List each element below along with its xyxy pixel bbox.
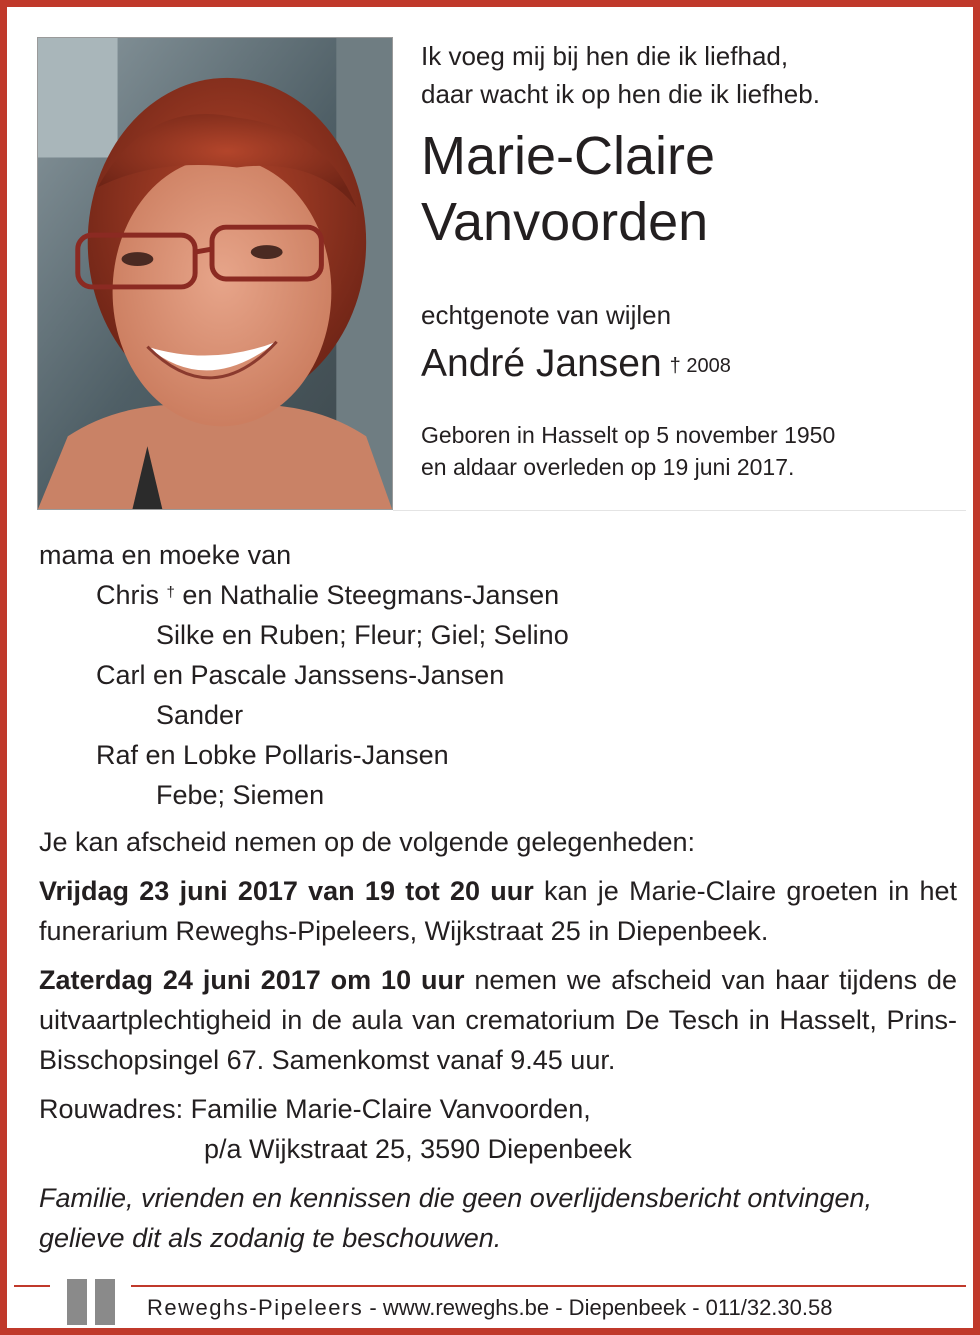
child-1-rest: en Nathalie Steegmans-Jansen	[174, 580, 560, 610]
saturday-details: nemen we afscheid van haar tijdens de uitvaartplechtigheid in de aula van crematorium De Tesch in Hasselt, Prins-Bisschopsingel 67. Samenkomst vanaf 9.45 uur.	[39, 965, 957, 1075]
mourning-address	[39, 1089, 957, 1169]
funeral-home-logo-icon	[65, 1277, 121, 1327]
footer	[147, 1294, 962, 1322]
footer-rule-right	[131, 1285, 966, 1287]
family-grandchildren-3: Febe; Siemen	[156, 780, 325, 810]
footer-brand: Reweghs-Pipeleers	[147, 1295, 364, 1320]
birth-line: Geboren in Hasselt op 5 november 1950	[421, 422, 836, 448]
poem-line-2: daar wacht ik op hen die ik liefheb.	[421, 79, 820, 109]
child-1-death-mark: †	[166, 584, 175, 601]
spouse-intro: echtgenote van wijlen	[421, 300, 672, 330]
friday-time: Vrijdag 23 juni 2017 van 19 tot 20 uur	[39, 876, 534, 906]
family-grandchildren-1: Silke en Ruben; Fleur; Giel; Selino	[156, 620, 569, 650]
footer-details: www.reweghs.be - Diepenbeek - 011/32.30.58	[382, 1295, 833, 1320]
address-line-2: p/a Wijkstraat 25, 3590 Diepenbeek	[204, 1134, 632, 1164]
portrait-image	[38, 38, 392, 509]
poem	[421, 37, 961, 113]
notice-line-1: Familie, vrienden en kennissen die geen overlijdensbericht ontvingen,	[39, 1183, 873, 1213]
first-name: Marie-Claire	[421, 126, 716, 186]
life-dates	[421, 419, 961, 483]
address-line-1: Rouwadres: Familie Marie-Claire Vanvoorden,	[39, 1094, 591, 1124]
poem-line-1: Ik voeg mij bij hen die ik liefhad,	[421, 41, 789, 71]
footer-separator: -	[363, 1295, 383, 1320]
family-list	[39, 535, 959, 815]
notice	[39, 1178, 957, 1258]
farewell-intro: Je kan afscheid nemen op de volgende gelegenheden:	[39, 827, 696, 857]
spouse-death-mark: † 2008	[669, 355, 731, 377]
footer-rule-left	[14, 1285, 50, 1287]
deceased-name	[421, 123, 961, 255]
header-block	[421, 37, 961, 483]
family-child-2: Carl en Pascale Janssens-Jansen	[96, 660, 505, 690]
farewell-saturday	[39, 960, 957, 1080]
child-1-first: Chris	[96, 580, 160, 610]
family-child-3: Raf en Lobke Pollaris-Jansen	[96, 740, 449, 770]
last-name: Vanvoorden	[421, 192, 709, 252]
spouse-name-text: André Jansen	[421, 342, 662, 385]
friday-details: kan je Marie-Claire groeten in het funerarium Reweghs-Pipeleers, Wijkstraat 25 in Diepenbeek.	[39, 876, 957, 946]
family-grandchildren-2: Sander	[156, 700, 244, 730]
saturday-time: Zaterdag 24 juni 2017 om 10 uur	[39, 965, 465, 995]
divider	[393, 510, 966, 511]
spouse-name	[421, 339, 961, 389]
family-heading: mama en moeke van	[39, 540, 292, 570]
portrait-photo	[37, 37, 393, 510]
farewell-friday	[39, 871, 957, 951]
farewell-section	[39, 822, 957, 1258]
family-child-1	[39, 575, 959, 615]
death-line: en aldaar overleden op 19 juni 2017.	[421, 454, 795, 480]
notice-line-2: gelieve dit als zodanig te beschouwen.	[39, 1223, 502, 1253]
